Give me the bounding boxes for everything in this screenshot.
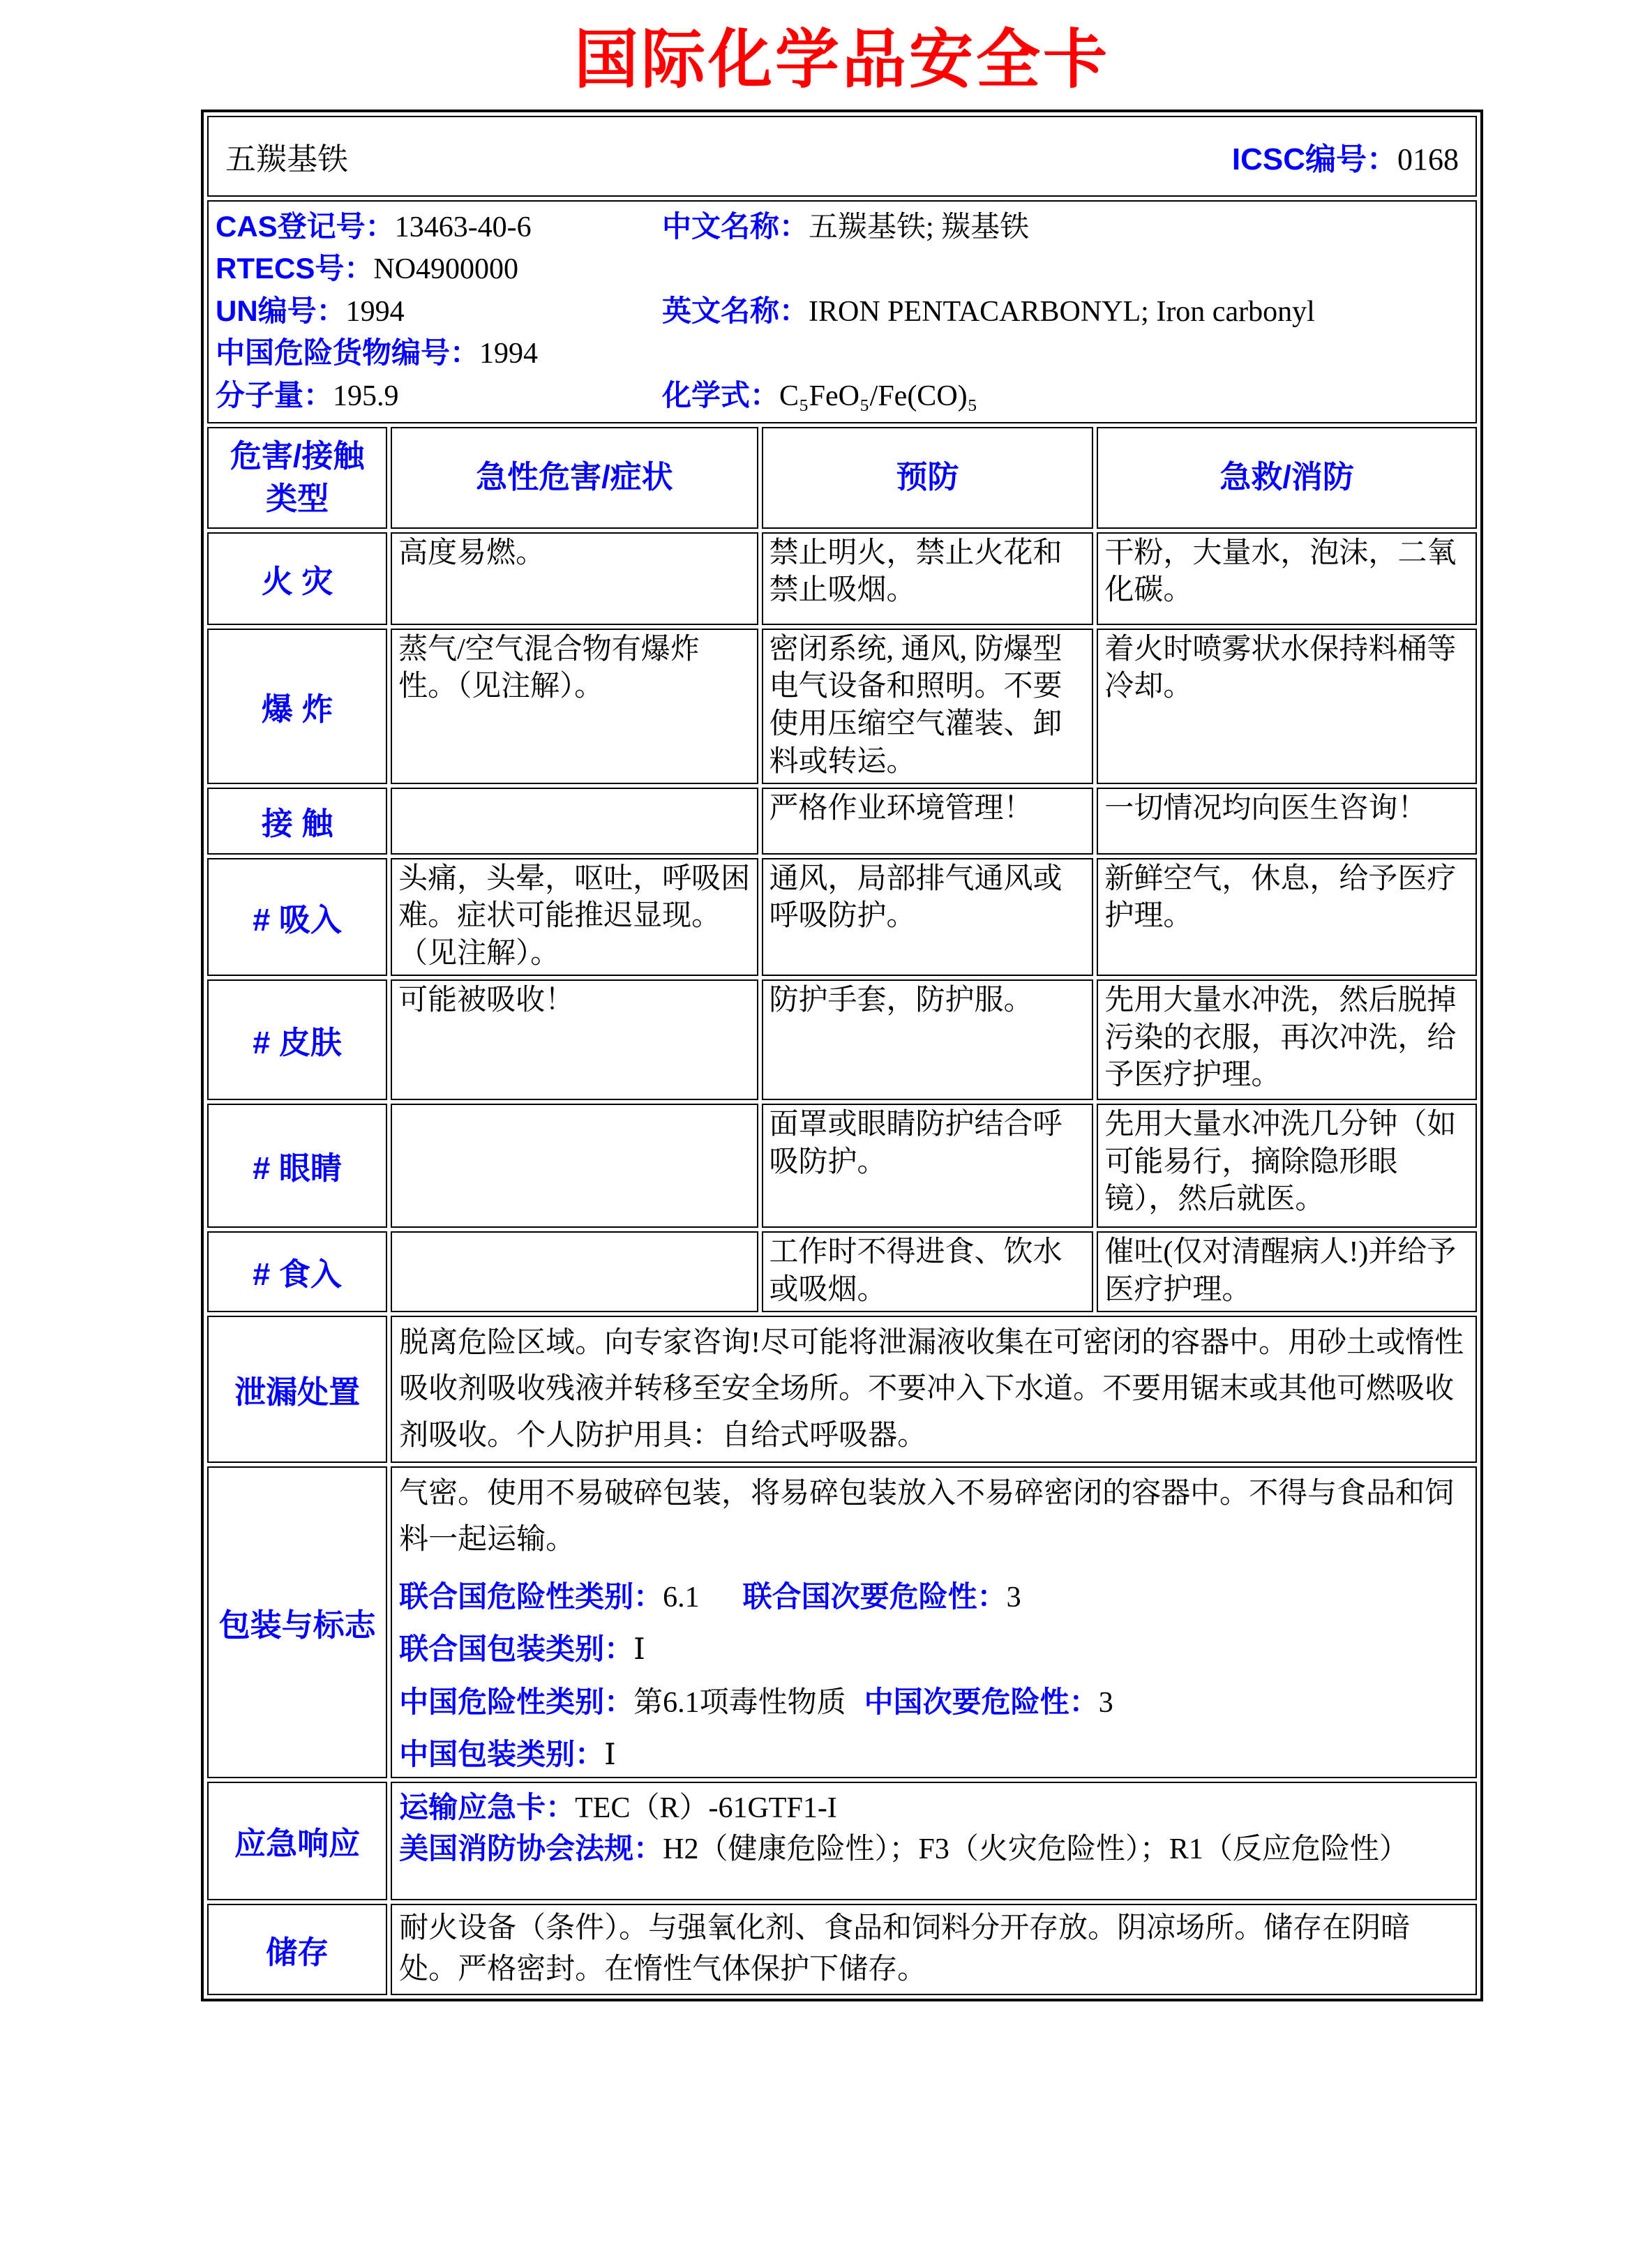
rtecs-number-line: RTECS号：NO4900000 — [216, 252, 519, 286]
table-row-explosion — [207, 629, 1477, 784]
china-packing-group-line: 中国包装类别：Ⅰ — [399, 1738, 616, 1772]
contact-symptoms — [391, 788, 758, 855]
header-first-aid: 急救/消防 — [1097, 427, 1477, 529]
icsc-number: 0168 — [1397, 142, 1459, 176]
explosion-symptoms: 蒸气/空气混合物有爆炸性。（见注解）。 — [391, 629, 758, 784]
fire-first-aid: 干粉，大量水，泡沫，二氧化碳。 — [1097, 532, 1477, 625]
table-row-skin — [207, 979, 1477, 1100]
table-row-inhalation — [207, 858, 1477, 976]
fire-prevention: 禁止明火，禁止火花和禁止吸烟。 — [762, 532, 1094, 625]
icsc-card-table — [201, 110, 1483, 2001]
chinese-name-line: 中文名称：五羰基铁; 羰基铁 — [662, 209, 1030, 243]
row-header-eyes: # 眼睛 — [207, 1104, 387, 1228]
inhalation-first-aid: 新鲜空气，休息，给予医疗护理。 — [1097, 858, 1477, 976]
un-hazard-class-line: 联合国危险性类别：6.1 联合国次要危险性：3 — [399, 1579, 1021, 1614]
skin-first-aid: 先用大量水冲洗，然后脱掉污染的衣服，再次冲洗，给予医疗护理。 — [1097, 979, 1477, 1100]
header-symptoms: 急性危害/症状 — [391, 427, 758, 529]
inhalation-symptoms: 头痛，头晕，呕吐，呼吸困难。症状可能推迟显现。（见注解）。 — [391, 858, 758, 976]
skin-prevention: 防护手套，防护服。 — [762, 979, 1094, 1100]
row-header-inhalation: # 吸入 — [207, 858, 387, 976]
card-title-cell — [207, 116, 1477, 197]
identifiers-right-column — [662, 207, 1469, 416]
english-name-line: 英文名称：IRON PENTACARBONYL; Iron carbonyl — [662, 294, 1315, 328]
row-header-fire: 火 灾 — [207, 532, 387, 625]
skin-symptoms: 可能被吸收！ — [391, 979, 758, 1100]
cas-number-line: CAS登记号：13463-40-6 — [216, 209, 532, 243]
packaging-content — [391, 1466, 1477, 1778]
ingestion-first-aid: 催吐(仅对清醒病人!)并给予医疗护理。 — [1097, 1231, 1477, 1312]
transport-emergency-card-line: 运输应急卡：TEC（R）-61GTF1-I — [399, 1790, 837, 1824]
hazard-table-header-row — [207, 427, 1477, 529]
table-row-ingestion — [207, 1231, 1477, 1312]
row-header-skin: # 皮肤 — [207, 979, 387, 1100]
table-row-emergency-response — [207, 1782, 1477, 1900]
storage-content: 耐火设备（条件）。与强氧化剂、食品和饲料分开存放。阴凉场所。储存在阴暗处。严格密封。在惰性气体保护下储存。 — [391, 1904, 1477, 1995]
identifiers-left-column — [216, 207, 662, 416]
row-header-storage: 储存 — [207, 1904, 387, 1995]
table-row-packaging — [207, 1466, 1477, 1778]
row-header-spill-disposal: 泄漏处置 — [207, 1316, 387, 1463]
substance-name: 五羰基铁 — [225, 142, 348, 176]
emergency-response-content — [391, 1782, 1477, 1900]
un-packing-group-line: 联合国包装类别：Ⅰ — [399, 1632, 645, 1667]
inhalation-prevention: 通风，局部排气通风或呼吸防护。 — [762, 858, 1094, 976]
ingestion-prevention: 工作时不得进食、饮水或吸烟。 — [762, 1231, 1094, 1312]
eyes-symptoms — [391, 1104, 758, 1228]
explosion-first-aid: 着火时喷雾状水保持料桶等冷却。 — [1097, 629, 1477, 784]
card-title-row — [207, 116, 1477, 197]
eyes-first-aid: 先用大量水冲洗几分钟（如可能易行，摘除隐形眼镜），然后就医。 — [1097, 1104, 1477, 1228]
contact-first-aid: 一切情况均向医生咨询！ — [1097, 788, 1477, 855]
table-row-storage — [207, 1904, 1477, 1995]
row-header-emergency-response: 应急响应 — [207, 1782, 387, 1900]
row-header-contact: 接 触 — [207, 788, 387, 855]
header-hazard-type: 危害/接触 类型 — [207, 427, 387, 529]
china-hazard-class-line: 中国危险性类别：第6.1项毒性物质 中国次要危险性：3 — [399, 1685, 1113, 1719]
mol-weight-line: 分子量：195.9 — [216, 378, 399, 412]
nfpa-code-line: 美国消防协会法规：H2（健康危险性）；F3（火灾危险性）；R1（反应危险性） — [399, 1832, 1409, 1866]
identifiers-cell — [207, 200, 1477, 423]
table-row-contact — [207, 788, 1477, 855]
row-header-packaging: 包装与标志 — [207, 1466, 387, 1778]
header-prevention: 预防 — [762, 427, 1094, 529]
icsc-label: ICSC编号： — [1231, 142, 1397, 176]
icsc-number-field — [1232, 134, 1459, 179]
spill-disposal-content: 脱离危险区域。向专家咨询!尽可能将泄漏液收集在可密闭的容器中。用砂土或惰性吸收剂吸收残液并转移至安全场所。不要冲入下水道。不要用锯末或其他可燃吸收剂吸收。个人防护用具：自给式呼吸器。 — [391, 1316, 1477, 1463]
contact-prevention: 严格作业环境管理！ — [762, 788, 1094, 855]
chemical-formula-line: 化学式：C₅FeO₅/Fe(CO)₅ — [662, 378, 978, 412]
ingestion-symptoms — [391, 1231, 758, 1312]
eyes-prevention: 面罩或眼睛防护结合呼吸防护。 — [762, 1104, 1094, 1228]
packaging-text: 气密。使用不易破碎包装，将易碎包装放入不易碎密闭的容器中。不得与食品和饲料一起运输。 — [399, 1477, 1455, 1556]
table-row-eyes — [207, 1104, 1477, 1228]
identifiers-row — [207, 200, 1477, 423]
un-number-line: UN编号：1994 — [216, 294, 405, 328]
china-dg-number-line: 中国危险货物编号：1994 — [216, 336, 539, 370]
explosion-prevention: 密闭系统, 通风, 防爆型电气设备和照明。不要使用压缩空气灌装、卸料或转运。 — [762, 629, 1094, 784]
row-header-explosion: 爆 炸 — [207, 629, 387, 784]
row-header-ingestion: # 食入 — [207, 1231, 387, 1312]
table-row-spill-disposal — [207, 1316, 1477, 1463]
fire-symptoms: 高度易燃。 — [391, 532, 758, 625]
table-row-fire — [207, 532, 1477, 625]
page-title: 国际化学品安全卡 — [573, 24, 1110, 96]
